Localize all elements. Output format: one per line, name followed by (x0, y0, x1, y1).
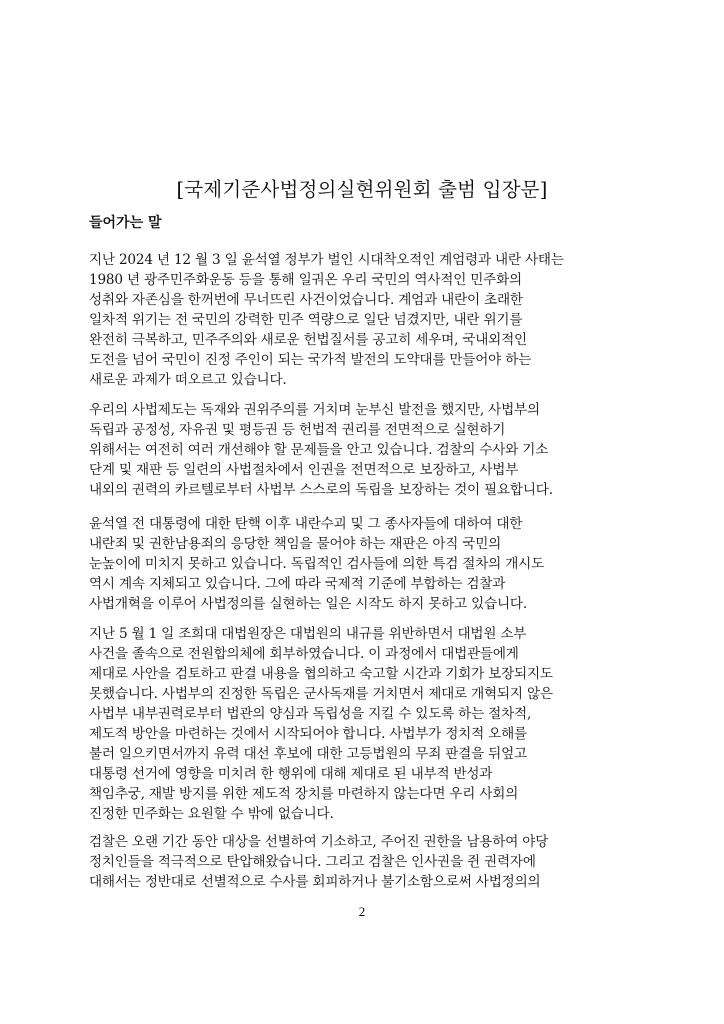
paragraph-line: 제도적 방안을 마련하는 것에서 시작되어야 합니다. 사법부가 정치적 오해를 (89, 726, 527, 742)
paragraph-line: 새로운 과제가 떠오르고 있습니다. (89, 372, 287, 388)
paragraph-line: 우리의 사법제도는 독재와 권위주의를 거치며 눈부신 발전을 했지만, 사법부의 (89, 402, 540, 418)
paragraph-line: 내란죄 및 권한남용죄의 응당한 책임을 물어야 하는 재판은 아직 국민의 (89, 536, 502, 552)
page-number: 2 (358, 904, 366, 919)
paragraph-line: 사법개혁을 이루어 사법정의를 실현하는 일은 시작도 하지 못하고 있습니다. (89, 596, 527, 612)
paragraph-line: 제대로 사안을 검토하고 판결 내용을 협의하고 숙고할 시간과 기회가 보장되지도 (89, 666, 553, 682)
paragraph-line: 진정한 민주화는 요원할 수 밖에 없습니다. (89, 806, 334, 822)
paragraph-line: 단계 및 재판 등 일련의 사법절차에서 인권을 전면적으로 보장하고, 사법부 (89, 462, 519, 478)
paragraph-line: 지난 2024 년 12 월 3 일 윤석열 정부가 벌인 시대착오적인 계엄령과 내란 사태는 (89, 252, 564, 268)
paragraph-line: 검찰은 오랜 기간 동안 대상을 선별하여 기소하고, 주어진 권한을 남용하여 야당 (89, 834, 549, 850)
paragraph-line: 사건을 졸속으로 전원합의체에 회부하였습니다. 이 과정에서 대법관들에게 (89, 646, 519, 662)
paragraph-line: 성취와 자존심을 한꺼번에 무너뜨린 사건이었습니다. 계엄과 내란이 초래한 (89, 292, 523, 308)
section-heading: 들어가는 말 (89, 215, 162, 231)
paragraph-line: 못했습니다. 사법부의 진정한 독립은 군사독재를 거치면서 제대로 개혁되지 않은 (89, 686, 553, 702)
paragraph-5 (89, 832, 637, 892)
paragraph-line: 지난 5 월 1 일 조희대 대법원장은 대법원의 내규를 위반하면서 대법원 소부 (89, 626, 527, 642)
document-title: [국제기준사법정의실현위원회 출범 입장문] (176, 178, 548, 201)
paragraph-line: 독립과 공정성, 자유권 및 평등권 등 헌법적 권리를 전면적으로 실현하기 (89, 422, 506, 438)
paragraph-line: 역시 계속 지체되고 있습니다. 그에 따라 국제적 기준에 부합하는 검찰과 (89, 576, 506, 592)
paragraph-line: 일차적 위기는 전 국민의 강력한 민주 역량으로 일단 넘겼지만, 내란 위기를 (89, 312, 523, 328)
paragraph-line: 도전을 넘어 국민이 진정 주인이 되는 국가적 발전의 도약대를 만들어야 하는 (89, 352, 532, 368)
paragraph-1 (89, 250, 637, 390)
paragraph-2 (89, 400, 637, 500)
paragraph-3 (89, 514, 637, 614)
paragraph-line: 사법부 내부권력로부터 법관의 양심과 독립성을 지킬 수 있도록 하는 절차적, (89, 706, 532, 722)
paragraph-line: 내외의 권력의 카르텔로부터 사법부 스스로의 독립을 보장하는 것이 필요합니다. (89, 482, 553, 498)
paragraph-line: 눈높이에 미치지 못하고 있습니다. 독립적인 검사들에 의한 특검 절차의 개시도 (89, 556, 545, 572)
paragraph-line: 완전히 극복하고, 민주주의와 새로운 헌법질서를 공고히 세우며, 국내외적인 (89, 332, 527, 348)
paragraph-line: 대해서는 정반대로 선별적으로 수사를 회피하거나 불기소함으로써 사법정의의 (89, 874, 541, 890)
paragraph-line: 1980 년 광주민주화운동 등을 통해 일궈온 우리 국민의 역사적인 민주화의 (89, 272, 522, 288)
paragraph-line: 위해서는 여전히 여러 개선해야 할 문제들을 안고 있습니다. 검찰의 수사와 기소 (89, 442, 549, 458)
paragraph-line: 윤석열 전 대통령에 대한 탄핵 이후 내란수괴 및 그 종사자들에 대하여 대한 (89, 516, 523, 532)
paragraph-line: 정치인들을 적극적으로 탄압해왔습니다. 그리고 검찰은 인사권을 쥔 권력자에 (89, 854, 536, 870)
paragraph-4 (89, 624, 637, 824)
paragraph-line: 불러 일으키면서까지 유력 대선 후보에 대한 고등법원의 무죄 판결을 뒤엎고 (89, 746, 527, 762)
paragraph-line: 대통령 선거에 영향을 미치려 한 행위에 대해 제대로 된 내부적 반성과 (89, 766, 493, 782)
paragraph-line: 책임추궁, 재발 방지를 위한 제도적 장치를 마련하지 않는다면 우리 사회의 (89, 786, 519, 802)
